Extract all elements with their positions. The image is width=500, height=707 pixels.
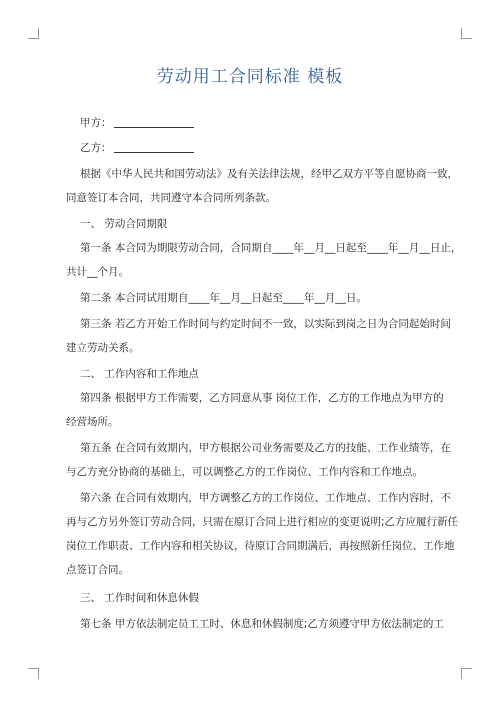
- crop-mark-top-right: [461, 28, 472, 39]
- section-3-heading: 三、 工作时间和休息休假: [80, 592, 199, 604]
- intro-line-1: 根据《中华人民共和国劳动法》及有关法律法规，经甲乙双方平等自愿协商一致，: [80, 168, 458, 180]
- article-6-line-2: 再与乙方另外签订劳动合同，只需在原订合同上进行相应的变更说明;乙方应履行新任: [66, 516, 459, 528]
- party-b-blank[interactable]: [114, 142, 194, 153]
- crop-mark-bottom-right: [461, 668, 472, 679]
- article-3-line-2: 建立劳动关系。: [66, 342, 140, 354]
- article-6-line-4: 点签订合同。: [66, 564, 129, 576]
- document-title: 劳动用工合同标准 模板: [156, 67, 344, 87]
- article-7-line-1: 第七条 甲方依法制定员工工时、休息和休假制度;乙方须遵守甲方依法制定的工: [80, 618, 444, 630]
- article-1-line-1: 第一条 本合同为期限劳动合同，合同期自____年__月__日起至____年__月__日止，: [80, 242, 462, 254]
- article-1-line-2: 共计__个月。: [66, 266, 129, 278]
- article-4-line-1: 第四条 根据甲方工作需要，乙方同意从事 岗位工作，乙方的工作地点为甲方的: [80, 392, 444, 404]
- party-b-label: 乙方：: [80, 142, 112, 154]
- party-b-row: [80, 141, 440, 155]
- intro-line-2: 同意签订本合同，共同遵守本合同所列条款。: [66, 192, 276, 204]
- article-3-line-1: 第三条 若乙方开始工作时间与约定时间不一致，以实际到岗之日为合同起始时间: [80, 318, 451, 330]
- article-4-line-2: 经营场所。: [66, 416, 119, 428]
- crop-mark-bottom-left: [28, 668, 39, 679]
- party-a-label: 甲方：: [80, 117, 112, 129]
- party-a-row: [80, 116, 440, 130]
- section-2-heading: 二、 工作内容和工作地点: [80, 368, 199, 380]
- article-6-line-3: 岗位工作职责、工作内容和相关协议，待原订合同期满后，再按照新任岗位、工作地: [66, 540, 455, 552]
- crop-mark-top-left: [28, 28, 39, 39]
- article-5-line-2: 与乙方充分协商的基础上，可以调整乙方的工作岗位、工作内容和工作地点。: [66, 466, 423, 478]
- article-6-line-1: 第六条 在合同有效期内，甲方调整乙方的工作岗位、工作地点、工作内容时，不: [80, 492, 451, 504]
- section-1-heading: 一、 劳动合同期限: [80, 218, 168, 230]
- party-a-blank[interactable]: [114, 117, 194, 128]
- article-5-line-1: 第五条 在合同有效期内，甲方根据公司业务需要及乙方的技能、工作业绩等，在: [80, 442, 451, 454]
- article-2: 第二条 本合同试用期自____年__月__日起至____年__月__日。: [80, 292, 367, 304]
